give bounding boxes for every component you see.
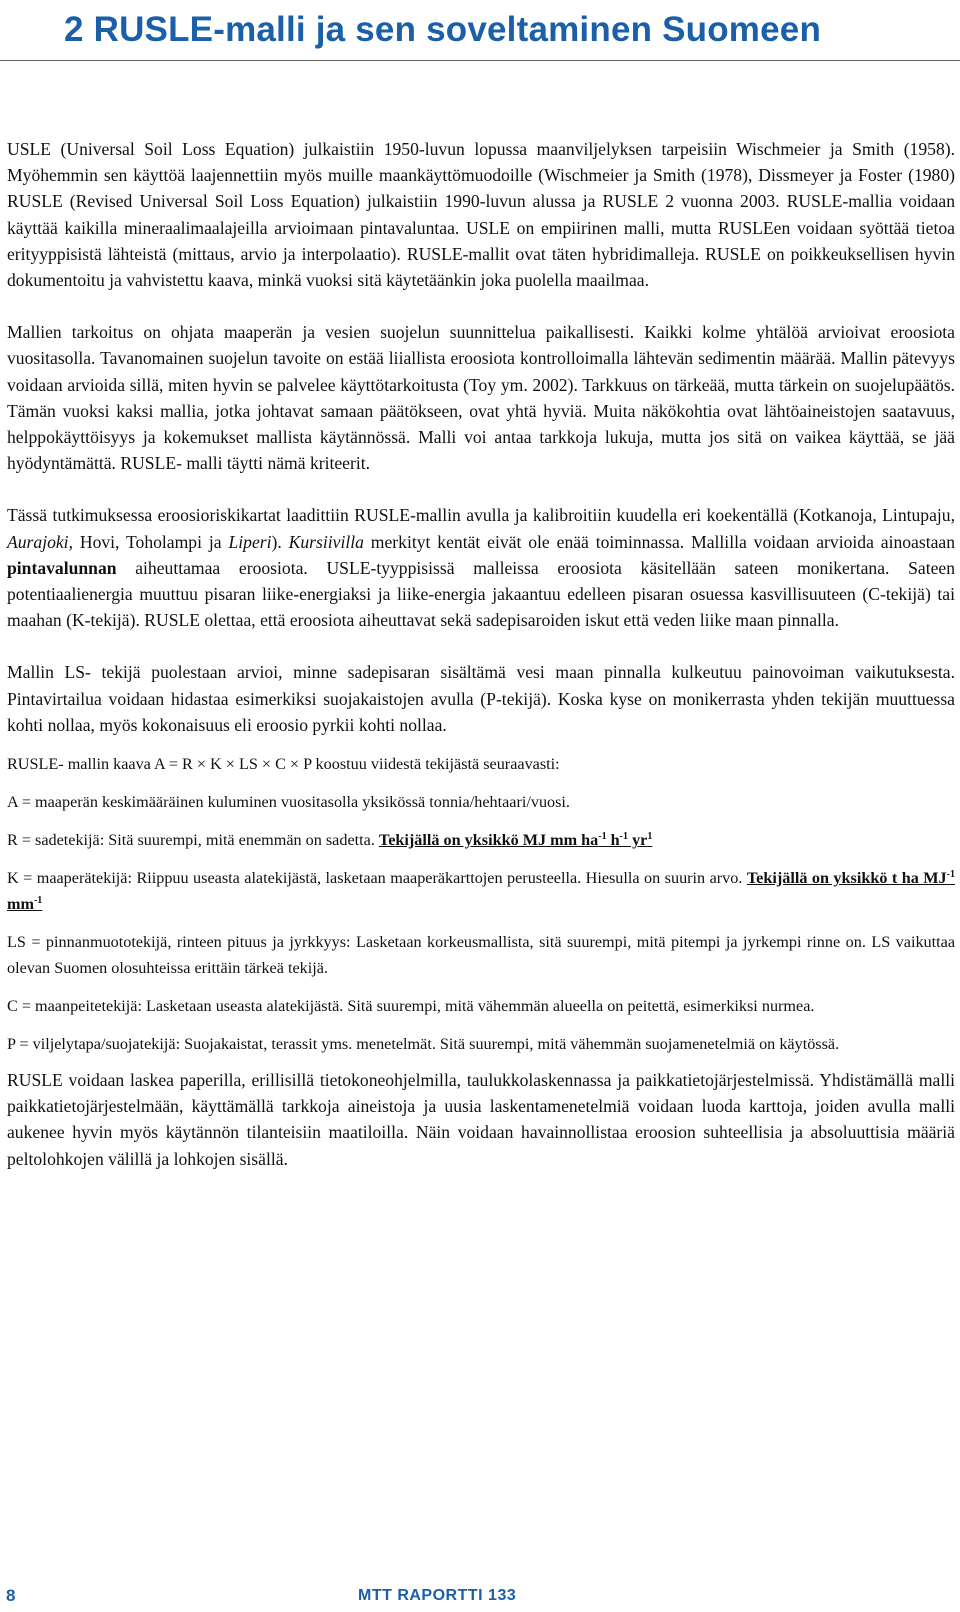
paragraph-model-purpose: Mallien tarkoitus on ohjata maaperän ja vesien suojelun suunnittelua paikallisesti. Kaikki kolme yhtälöä arvioivat eroosiota vuositasolla. Tavanomainen suojelun tavoite on estää liiallista eroosiota kontrolloimalla lähtevän sedimentin määrää. Mallin pätevyys voidaan arvioida sillä, miten hyvin se palvelee käyttötarkoitusta (Toy ym. 2002). Tarkkuus on tärkeää, mutta tärkein on suojelupäätös. Tämän vuoksi kaksi mallia, jotka johtavat samaan päätökseen, ovat yhtä hyviä. Muita näkökohtia ovat lähtöaineistojen saatavuus, helppokäyttöisyys ja kokemukset mallista käytännössä. Malli voi antaa tarkkoja lukuja, mutta jos sitä on vaikea käyttää, se jää hyödyntämättä. RUSLE- malli täytti nämä kriteerit. xyxy=(7,322,955,474)
page-title: 2 RUSLE-malli ja sen soveltaminen Suomeen xyxy=(64,10,822,49)
page-number: 8 xyxy=(6,1586,16,1605)
definition-ls: LS = pinnanmuototekijä, rinteen pituus ja jyrkkyys: Lasketaan korkeusmallista, sitä suurempi, mitä pitempi ja jyrkempi rinne on. LS vaikuttaa olevan Suomen olosuhteissa erittäin tärkeä tekijä. xyxy=(7,933,955,978)
field-liperi: Liperi xyxy=(228,531,272,552)
italic-note: Kursiivilla xyxy=(288,531,364,552)
formula-line: RUSLE- mallin kaava A = R × K × LS × C × P koostuu viidestä tekijästä seuraavasti: xyxy=(7,755,560,774)
definition-p: P = viljelytapa/suojatekijä: Suojakaistat, terassit yms. menetelmät. Sitä suurempi, mitä vähemmän suojamenetelmiä on käytössä. xyxy=(7,1035,840,1054)
definition-a: A = maaperän keskimääräinen kuluminen vuositasolla yksikössä tonnia/hehtaari/vuosi. xyxy=(7,793,570,812)
definition-r: R = sadetekijä: Sitä suurempi, mitä enemmän on sadetta. Tekijällä on yksikkö MJ mm $ha^{-1}$ $h^{-1}$ $yr^1$ xyxy=(7,831,653,850)
field-aurajoki: Aurajoki xyxy=(7,531,69,552)
body-text xyxy=(7,136,955,1198)
k-unit: Tekijällä on yksikkö t ha $MJ^{-1}$ $mm^{-1}$ xyxy=(7,869,955,914)
bold-term: pintavalunnan xyxy=(7,557,117,578)
paragraph-usle-history: USLE (Universal Soil Loss Equation) julkaistiin 1950-luvun lopussa maanviljelyksen tarpeisiin Wischmeier ja Smith (1958). Myöhemmin sen käyttöä laajennettiin myös muille maankäyttömuodoille (Wischmeier ja Smith (1978), Dissmeyer ja Foster (1980) RUSLE (Revised Universal Soil Loss Equation) julkaistiin 1990-luvun alussa ja RUSLE 2 vuonna 2003. RUSLE-mallia voidaan käyttää kaikilla mineraalimaalajeilla arvioimaan pintavaluntaa. USLE on empiirinen malli, mutta RUSLEen voidaan syöttää tietoa erityyppisistä lähteistä (mittaus, arvio ja interpolaatio). RUSLE-mallit ovat täten hybridimalleja. RUSLE on poikkeuksellisen hyvin dokumentoitu ja vahvistettu kaava, minkä vuoksi sitä käytetäänkin joka puolella maailmaa. xyxy=(7,139,955,291)
report-series: MTT RAPORTTI 133 xyxy=(358,1587,517,1604)
r-unit: Tekijällä on yksikkö MJ mm $ha^{-1}$ $h^{-1}$ $yr^1$ xyxy=(378,831,653,850)
definition-k: K = maaperätekijä: Riippuu useasta alatekijästä, lasketaan maaperäkarttojen perusteella. Hiesulla on suurin arvo. Tekijällä on yksikkö t ha $MJ^{-1}$ $mm^{-1}$ xyxy=(7,869,955,914)
paragraph-ls-factor: Mallin LS- tekijä puolestaan arvioi, minne sadepisaran sisältämä vesi maan pinnalla kulkeutuu painovoiman vaikutuksesta. Pintavirtailua voidaan hidastaa esimerkiksi suojakaistojen avulla (P-tekijä). Koska kyse on monikerrasta yhden tekijän muuttuessa kohti nollaa, myös kokonaisuus eli eroosio pyrkii kohti nollaa. xyxy=(7,662,955,735)
definition-c: C = maanpeitetekijä: Lasketaan useasta alatekijästä. Sitä suurempi, mitä vähemmän alueella on peitettä, esimerkiksi nurmea. xyxy=(7,997,815,1016)
paragraph-gis: RUSLE voidaan laskea paperilla, erillisillä tietokoneohjelmilla, taulukkolaskennassa ja paikkatietojärjestelmissä. Yhdistämällä malli paikkatietojärjestelmään, käyttämällä tarkkoja aineistoja ja uusia laskentamenetelmiä voidaan luoda karttoja, joiden avulla malli aukenee hyvin myös käytännön tilanteisiin maatiloilla. Näin voidaan havainnollistaa eroosion suhteellisia ja absoluuttisia määriä peltolohkojen välillä ja lohkojen sisällä. xyxy=(7,1070,955,1169)
title-divider xyxy=(0,60,960,61)
paragraph-study-fields: Tässä tutkimuksessa eroosioriskikartat laadittiin RUSLE-mallin avulla ja kalibroitiin kuudella eri koekentällä (Kotkanoja, Lintupaju, Aurajoki, Hovi, Toholampi ja Liperi). Kursiivilla merkityt kentät eivät ole enää toiminnassa. Mallilla voidaan arvioida ainoastaan pintavalunnan aiheuttamaa eroosiota. USLE-tyyppisissä malleissa eroosiota käsitellään sateen monikertana. Sateen potentiaalienergia muuttuu pisaran liike-energiaksi ja liike-energia jakaantuu edelleen pisaran osuessa kasvillisuuteen (C-tekijä) tai maahan (K-tekijä). RUSLE olettaa, että eroosiota aiheuttavat sekä sadepisaroiden iskut että veden liike maan pinnalla. xyxy=(7,505,956,631)
